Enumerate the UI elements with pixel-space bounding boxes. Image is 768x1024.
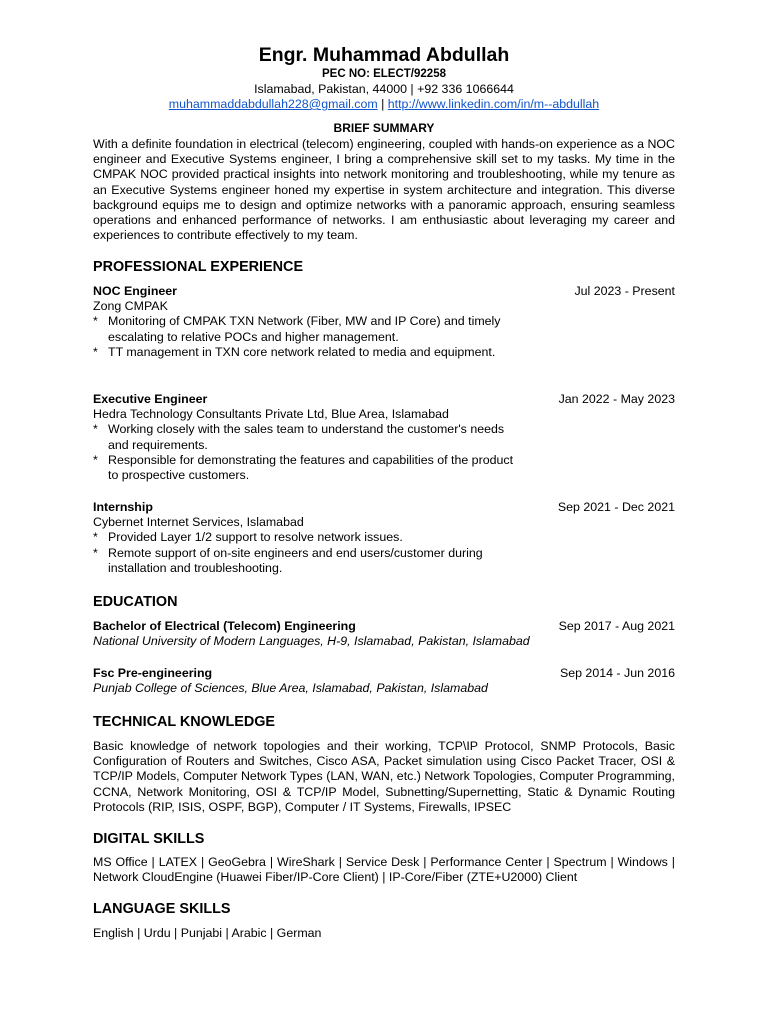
education-entry bbox=[93, 619, 675, 649]
experience-entry bbox=[93, 284, 675, 360]
languages-text: English | Urdu | Punjabi | Arabic | German bbox=[93, 926, 322, 940]
digital-text: MS Office | LATEX | GeoGebra | WireShark | Service Desk | Performance Center | Spectrum | Windows | Network CloudEngine (Huawei Fiber/IP-Core Client) | IP-Core/Fiber (ZTE+U2000) Client bbox=[93, 855, 675, 885]
job-bullet: * Monitoring of CMPAK TXN Network (Fiber, MW and IP Core) and timely escalating to relative POCs and higher management. bbox=[93, 314, 523, 344]
job-bullets bbox=[93, 314, 523, 360]
job-dates: Jan 2022 - May 2023 bbox=[558, 392, 675, 406]
job-organization: Zong CMPAK bbox=[93, 299, 168, 314]
summary-text: With a definite foundation in electrical (telecom) engineering, coupled with hands-on experience as a NOC engineer and Executive Systems engineer, I bring a comprehensive skill set to my tasks. My time in the CMPAK NOC provided practical insights into network monitoring and troubleshooting, while my tenure as an Executive Systems engineer honed my expertise in system architecture and integration. This diverse background equips me to design and optimize networks with a panoramic approach, ensuring seamless operations and enhanced performance of networks. I am enthusiastic about leveraging my career and experiences to contribute effectively to my team. bbox=[93, 137, 675, 243]
linkedin-link[interactable]: http://www.linkedin.com/in/m--abdullah bbox=[387, 97, 600, 111]
job-bullet: * Responsible for demonstrating the features and capabilities of the product to prospective customers. bbox=[93, 453, 523, 483]
job-bullet: * Remote support of on-site engineers and end users/customer during installation and troubleshooting. bbox=[93, 546, 523, 576]
job-organization: Hedra Technology Consultants Private Ltd, Blue Area, Islamabad bbox=[93, 407, 449, 422]
summary-heading: BRIEF SUMMARY bbox=[333, 121, 435, 135]
school-name: Punjab College of Sciences, Blue Area, Islamabad, Pakistan, Islamabad bbox=[93, 681, 488, 696]
technical-heading: TECHNICAL KNOWLEDGE bbox=[93, 714, 276, 730]
education-entry bbox=[93, 666, 675, 696]
job-bullets bbox=[93, 530, 523, 576]
technical-text: Basic knowledge of network topologies and their working, TCP\IP Protocol, SNMP Protocols, Basic Configuration of Routers and Switches, Cisco ASA, Packet simulation using Cisco Packet Tracer, OSI & TCP/IP Models, Computer Network Types (LAN, WAN, etc.) Network Topologies, Computer Programming, CCNA, Network Monitoring, OSI & TCP/IP Model, Subnetting/Supernetting, Static & Dynamic Routing Protocols (RIP, ISIS, OSPF, BGP), Computer / IT Systems, Firewalls, IPSEC bbox=[93, 739, 675, 814]
education-dates: Sep 2014 - Jun 2016 bbox=[559, 666, 675, 680]
job-organization: Cybernet Internet Services, Islamabad bbox=[93, 515, 304, 530]
contact-links bbox=[0, 97, 768, 112]
job-bullets bbox=[93, 422, 523, 483]
job-dates: Sep 2021 - Dec 2021 bbox=[557, 500, 675, 514]
experience-entry bbox=[93, 392, 675, 483]
job-title: NOC Engineer bbox=[93, 284, 177, 298]
link-separator: | bbox=[377, 97, 388, 111]
experience-heading: PROFESSIONAL EXPERIENCE bbox=[93, 259, 304, 275]
digital-heading: DIGITAL SKILLS bbox=[93, 831, 205, 847]
email-link[interactable]: muhammaddabdullah228@gmail.com bbox=[168, 97, 378, 111]
job-bullet: * Provided Layer 1/2 support to resolve network issues. bbox=[93, 530, 523, 545]
degree-title: Bachelor of Electrical (Telecom) Engineering bbox=[93, 619, 356, 633]
job-title: Internship bbox=[93, 500, 153, 514]
job-title: Executive Engineer bbox=[93, 392, 208, 406]
education-heading: EDUCATION bbox=[93, 594, 178, 610]
contact-address: Islamabad, Pakistan, 44000 | +92 336 1066644 bbox=[254, 82, 514, 96]
school-name: National University of Modern Languages, H-9, Islamabad, Pakistan, Islamabad bbox=[93, 634, 530, 649]
education-dates: Sep 2017 - Aug 2021 bbox=[558, 619, 675, 633]
degree-title: Fsc Pre-engineering bbox=[93, 666, 213, 680]
languages-heading: LANGUAGE SKILLS bbox=[93, 901, 231, 917]
pec-number: PEC NO: ELECT/92258 bbox=[322, 68, 446, 80]
job-dates: Jul 2023 - Present bbox=[574, 284, 675, 298]
job-bullet: * TT management in TXN core network related to media and equipment. bbox=[93, 345, 523, 360]
experience-entry bbox=[93, 500, 675, 576]
job-bullet: * Working closely with the sales team to understand the customer's needs and requirements. bbox=[93, 422, 523, 452]
candidate-name: Engr. Muhammad Abdullah bbox=[258, 44, 510, 66]
